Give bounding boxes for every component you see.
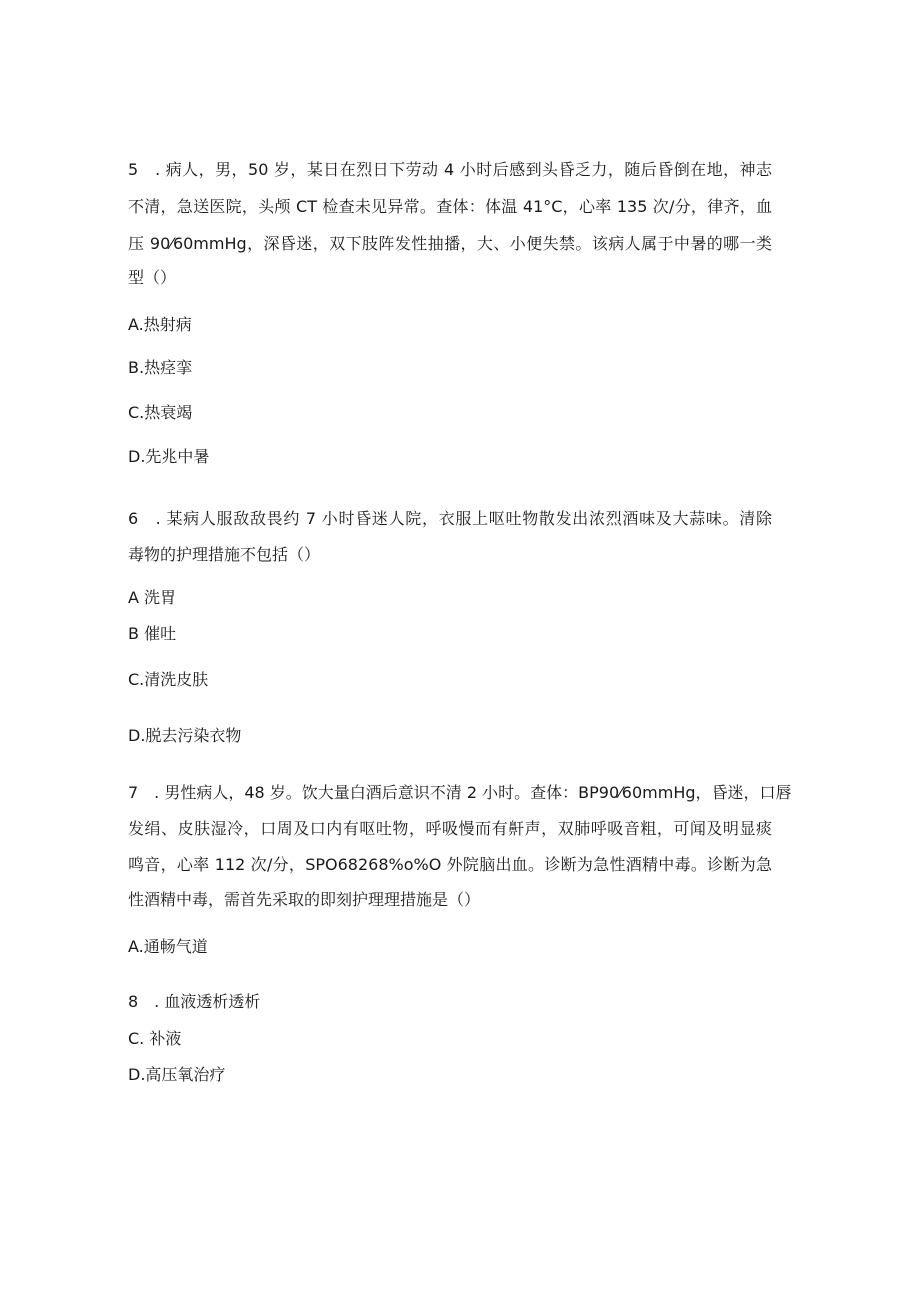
question-5-stem-line-3: 压 90⁄60mmHg，深昏迷，双下肢阵发性抽播，大、小便失禁。该病人属于中暑的哪一类 — [128, 234, 772, 253]
question-7-stem-line-1: 7 . 男性病人，48 岁。饮大量白酒后意识不清 2 小时。查体：BP90⁄60mmHg，昏迷，口唇 — [128, 783, 792, 802]
question-8-option-d: D.高压氧治疗 — [128, 1065, 226, 1084]
question-6-stem-line-2: 毒物的护理措施不包括（） — [128, 545, 321, 564]
question-7-stem-line-4: 性酒精中毒，需首先采取的即刻护理理措施是（） — [128, 890, 481, 909]
question-7-stem-line-2: 发绢、皮肤湿冷，口周及口内有呕吐物，呼吸慢而有鼾声，双肺呼吸音粗，可闻及明显痰 — [128, 819, 772, 838]
question-8-option-c: C. 补液 — [128, 1029, 182, 1048]
question-7-stem-line-3: 鸣音，心率 112 次/分，SPO68268%o%O 外院脑出血。诊断为急性酒精中毒。诊断为急 — [128, 855, 772, 874]
question-6-stem-line-1: 6 . 某病人服敌敌畏约 7 小时昏迷人院，衣服上呕吐物散发出浓烈酒味及大蒜味。清除 — [128, 509, 772, 528]
question-6-option-c: C.清洗皮肤 — [128, 670, 209, 689]
question-6-option-b: B 催吐 — [128, 624, 177, 643]
question-5-stem-line-2: 不清，急送医院，头颅 CT 检查未见异常。查体：体温 41°C，心率 135 次/分，律齐，血 — [128, 197, 772, 216]
question-6-option-a: A 洗胃 — [128, 588, 177, 607]
question-5-option-a: A.热射病 — [128, 315, 192, 334]
question-5-option-c: C.热衰竭 — [128, 403, 193, 422]
question-5-option-b: B.热痉挛 — [128, 358, 193, 377]
question-5-stem-line-4: 型（） — [128, 268, 177, 287]
question-7-option-a: A.通畅气道 — [128, 937, 208, 956]
question-5-option-d: D.先兆中暑 — [128, 447, 210, 466]
question-6-option-d: D.脱去污染衣物 — [128, 726, 242, 745]
question-8-stem-line-1: 8 . 血液透析透析 — [128, 992, 261, 1011]
question-5-stem-line-1: 5 . 病人，男，50 岁，某日在烈日下劳动 4 小时后感到头昏乏力，随后昏倒在地，神志 — [128, 160, 772, 179]
